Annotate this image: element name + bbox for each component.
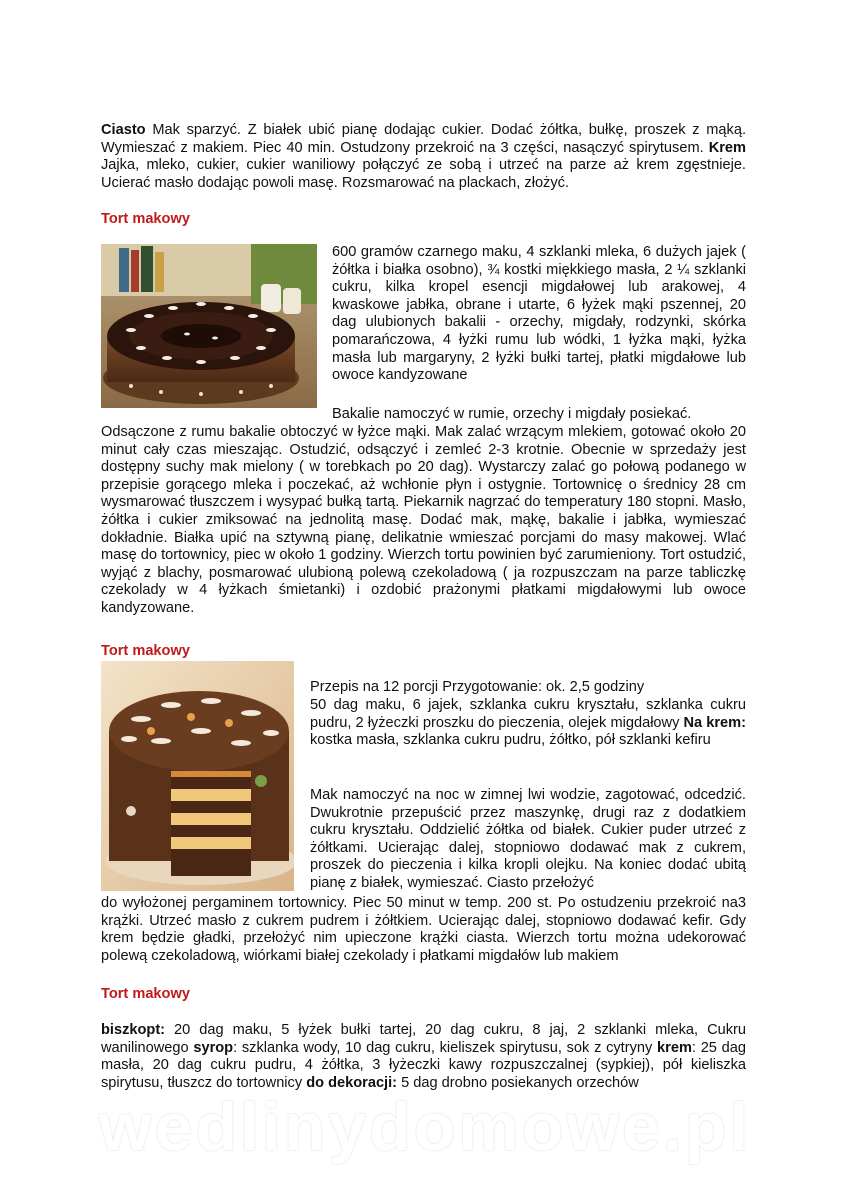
- biszkopt-label: biszkopt:: [101, 1022, 166, 1038]
- recipe1-title: Tort makowy: [101, 211, 190, 227]
- recipe2-ingredients: [310, 697, 746, 750]
- recipe2-method-first: Mak namoczyć na noc w zimnej lwi wodzie, zagotować, odcedzić. Dwukrotnie przepuścić przez maszynkę, drugi raz z dodatkiem cukru kryształu. Oddzielić żółtka od białek. Cukier puder utrzeć z żółtkami. Ucierając dalej, stopniowo dodawać mak z cukrem, proszek do pieczenia i kilka kropli olejku. Na koniec dodać ubitą pianę z białek, wymieszać. Ciasto przełożyć: [310, 787, 746, 891]
- recipe1-ingredients: 600 gramów czarnego maku, 4 szklanki mleka, 6 dużych jajek ( żółtka i białka osobno), ¾ kostki miękkiego masła, 2 ¼ szklanki cukru, kilka kropel esencji migdałowej lub arakowej, 4 kwaskowe jabłka, obrane i utarte, 6 łyżek mąki pszennej, 20 dag ulubionych bakalii - orzechy, migdały, rodzynki, skórka pomarańczowa, 4 łyżki rumu lub wódki, 1 łyżka mąki, łyżka masła lub margaryny, 2 łyżki bułki tartej, płatki migdałowe lub owoce kandyzowane: [332, 244, 746, 384]
- krem-label: Krem: [708, 139, 746, 156]
- recipe2-portions: Przepis na 12 porcji Przygotowanie: ok. 2,5 godziny: [310, 679, 645, 695]
- dekoracja-label: do dekoracji:: [306, 1074, 398, 1091]
- ciasto-text: Mak sparzyć. Z białek ubić pianę dodając cukier. Dodać żółtka, bułkę, proszek z mąką. Wymieszać z makiem. Piec 40 min. Ostudzony przekroić na 3 części, nasączyć spirytusem.: [101, 122, 746, 156]
- recipe2-ingredients-a: 50 dag maku, 6 jajek, szklanka cukru kryształu, szklanka cukru pudru, 2 łyżeczki proszku do pieczenia, olejek migdałowy: [310, 697, 746, 731]
- biszkopt-text: 20 dag maku, 5 łyżek bułki tartej, 20 dag cukru, 8 jaj, 2 szklanki mleka, Cukru wanilinowego: [101, 1022, 746, 1056]
- krem-text: Jajka, mleko, cukier, cukier waniliowy połączyć ze sobą i utrzeć na parze aż krem zgęstnieje. Ucierać masło dodając powoli masę. Rozsmarować na plackach, złożyć.: [101, 157, 746, 191]
- recipe1-method-first-line: Bakalie namoczyć w rumie, orzechy i migdały posiekać.: [332, 406, 692, 422]
- na-krem-label: Na krem:: [683, 714, 747, 731]
- recipe1-cake-photo: [101, 244, 317, 408]
- watermark: wedlinydomowe.pl: [98, 1089, 752, 1165]
- intro-paragraph: [101, 122, 746, 192]
- recipe2-ingredients-b: kostka masła, szklanka cukru pudru, żółtko, pół szklanki kefiru: [310, 732, 711, 749]
- recipe3-title: Tort makowy: [101, 986, 190, 1002]
- dekoracja-text: 5 dag drobno posiekanych orzechów: [397, 1074, 639, 1091]
- recipe2-title: Tort makowy: [101, 643, 190, 659]
- ciasto-label: Ciasto: [101, 122, 146, 138]
- krem-label-3: krem: [657, 1039, 692, 1056]
- recipe2-cake-photo: [101, 661, 294, 891]
- recipe3-ingredients: [101, 1022, 746, 1092]
- recipe1-method: Odsączone z rumu bakalie obtoczyć w łyżce mąki. Mak zalać wrzącym mlekiem, gotować około 20 minut cały czas mieszając. Ostudzić, odsączyć i zemleć 2-3 krotnie. Obecnie w sprzedaży jest dostępny suchy mak mielony ( w torebkach po 20 dag). Wystarczy zalać go połową podanego w przepisie gorącego mleka i poczekać, aż wchłonie płyn i ostygnie. Tortownicę o średnicy 28 cm wysmarować tłuszczem i wysypać bułką tartą. Piekarnik nagrzać do temperatury 180 stopni. Masło, żółtka i cukier zmiksować na jednolitą masę. Dodać mak, mąkę, bakalie i jabłka, wymieszać dokładnie. Białka upić na sztywną pianę, delikatnie wmieszać porcjami do masy makowej. Wlać masę do tortownicy, piec w około 1 godziny. Wierzch tortu powinien być zarumieniony. Tort ostudzić, wyjąć z blachy, posmarować ulubioną polewą czekoladową ( ja rozpuszczam na parze tabliczkę czekolady w 4 łyżkach śmietanki) i ozdobić prażonymi płatkami migdałowymi lub owoce kandyzowane.: [101, 424, 746, 616]
- syrop-text: : szklanka wody, 10 dag cukru, kieliszek spirytusu, sok z cytryny: [233, 1039, 658, 1056]
- recipe2-method: do wyłożonej pergaminem tortownicy. Piec 50 minut w temp. 200 st. Po ostudzeniu przekroić na3 krążki. Utrzeć masło z cukrem pudrem i żółtkiem. Ucierając dalej, stopniowo dodawać kefir. Gdy krem będzie gładki, przełożyć nim upieczone krążki ciasta. Wierzch tortu można udekorować polewą czekoladową, wiórkami białej czekolady i płatkami migdałów lub makiem: [101, 895, 746, 964]
- krem-text-3: : 25 dag masła, 20 dag cukru pudru, 4 żółtka, 3 łyżeczki kawy rozpuszczalnej (sypkiej), pół kieliszka spirytusu, tłuszcz do tortownicy: [101, 1039, 746, 1091]
- syrop-label: syrop: [193, 1039, 234, 1056]
